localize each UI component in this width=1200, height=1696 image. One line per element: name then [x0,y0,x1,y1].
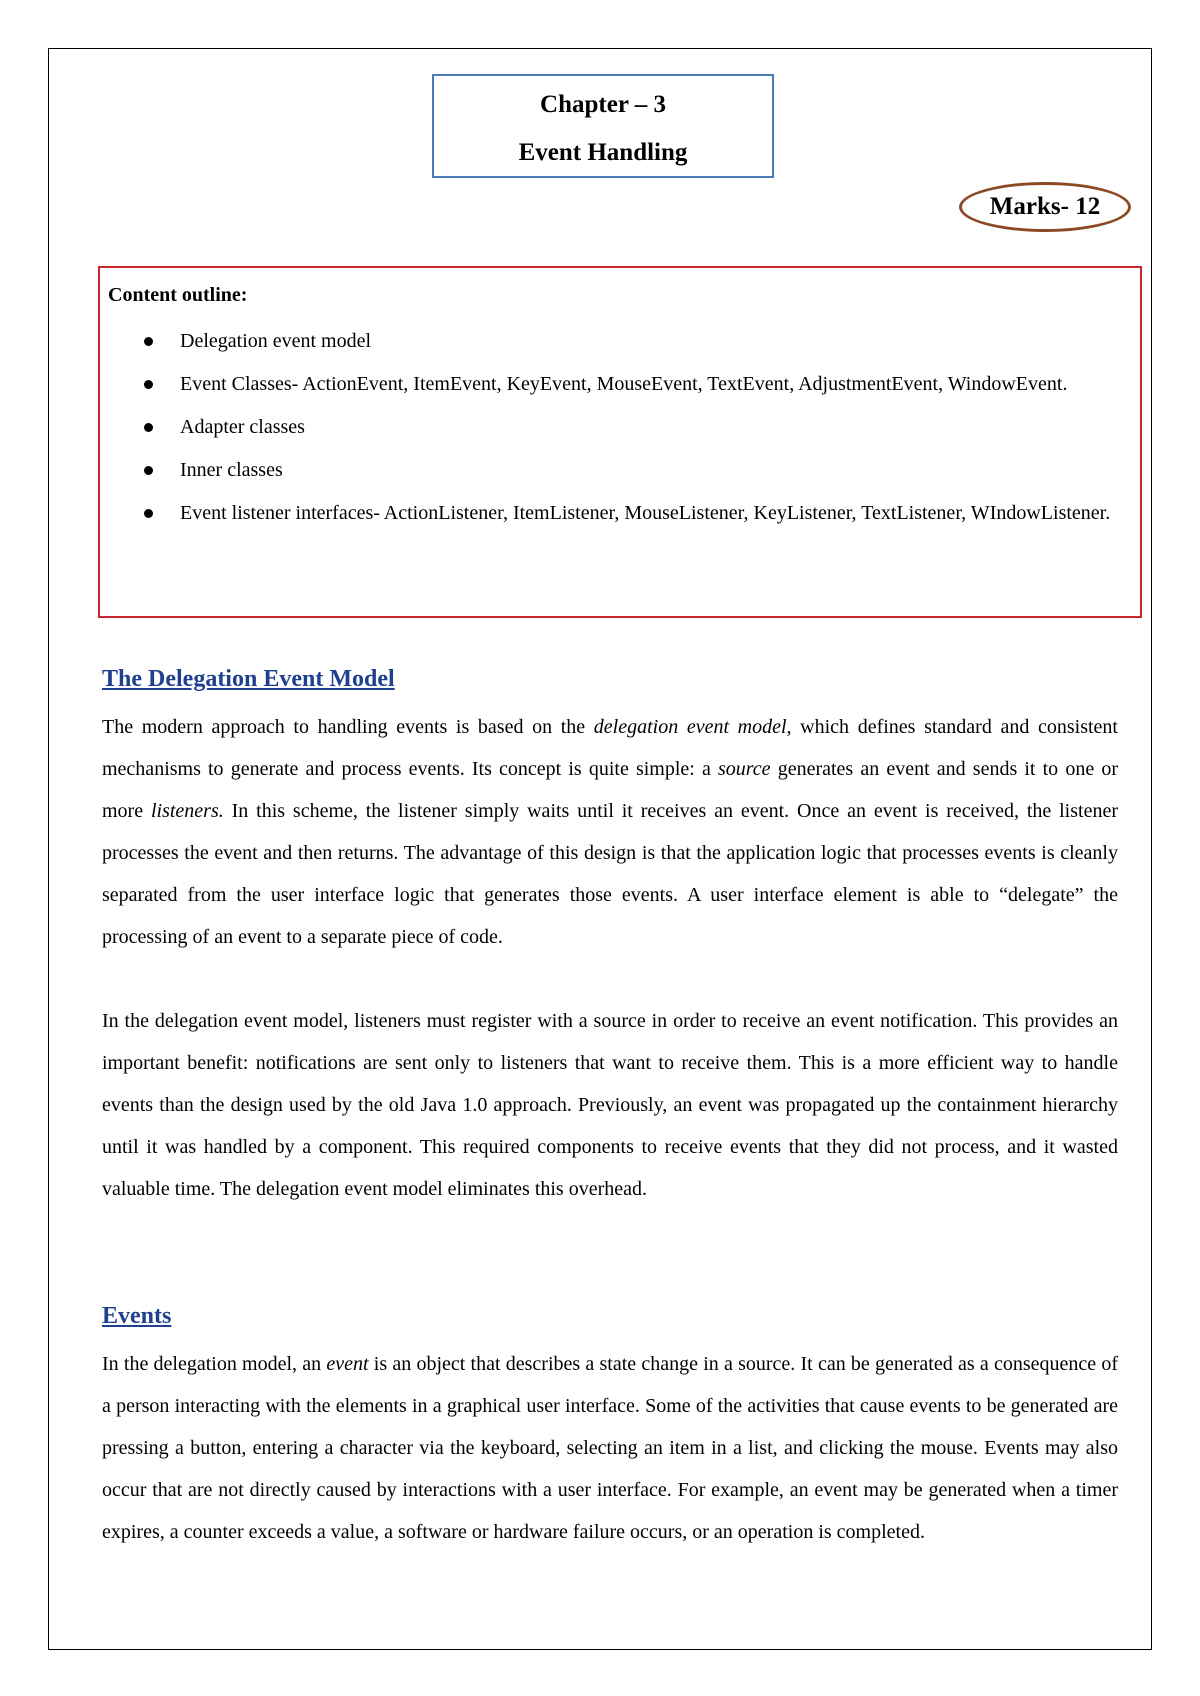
section-heading-delegation-event-model: The Delegation Event Model [102,666,395,692]
paragraph-delegation-registration: In the delegation event model, listeners must register with a source in order to receive an event notification. This provides an important benefit: notifications are sent only to listeners that want to receive them. This is a more efficient way to handle events than the design used by the old Java 1.0 approach. Previously, an event was propagated up the containment hierarchy until it was handled by a component. This required components to receive events that they did not process, and it wasted valuable time. The delegation event model eliminates this overhead. [102,1010,1118,1200]
text-run: The modern approach to handling events is based on the [102,716,594,738]
outline-item-text: Event listener interfaces- ActionListener, ItemListener, MouseListener, KeyListener, TextListener, WIndowListener. [180,502,1111,524]
outline-item [100,492,1114,535]
chapter-number: Chapter – 3 [540,91,666,118]
outline-item [100,320,1114,363]
content-outline-box [98,266,1142,618]
text-run: In this scheme, the listener simply waits until it receives an event. Once an event is received, the listener processes the event and then returns. The advantage of this design is that the application logic that processes events is cleanly separated from the user interface logic that generates those events. A user interface element is able to “delegate” the processing of an event to a separate piece of code. [102,800,1118,948]
marks-badge: Marks- 12 [959,182,1131,232]
outline-item-text: Event Classes- ActionEvent, ItemEvent, KeyEvent, MouseEvent, TextEvent, AdjustmentEvent, WindowEvent. [180,373,1068,395]
text-run: is an object that describes a state change in a source. It can be generated as a consequence of a person interacting with the elements in a graphical user interface. Some of the activities that cause events to be generated are pressing a button, entering a character via the keyboard, selecting an item in a list, and clicking the mouse. Events may also occur that are not directly caused by interactions with a user interface. For example, an event may be generated when a timer expires, a counter exceeds a value, a software or hardware failure occurs, or an operation is completed. [102,1353,1118,1543]
outline-item-text: Inner classes [180,459,283,481]
chapter-title: Event Handling [518,139,688,166]
section-heading-events: Events [102,1303,172,1329]
bullet-icon [144,380,153,389]
emphasis-text: event [326,1353,369,1375]
chapter-title-box [432,74,774,178]
paragraph-delegation-intro [102,706,1118,958]
outline-item-text: Adapter classes [180,416,305,438]
outline-title: Content outline: [108,284,248,306]
emphasis-text: source [717,758,771,780]
outline-item [100,449,1114,492]
outline-item [100,363,1114,406]
emphasis-text: delegation event model, [593,716,792,738]
outline-item-text: Delegation event model [180,330,372,352]
bullet-icon [144,337,153,346]
outline-item [100,406,1114,449]
text-run: In the delegation model, an [102,1353,327,1375]
outline-list [100,320,1114,535]
emphasis-text: listeners. [150,800,224,822]
text-run: generates an event and sends it to one or more [102,758,1118,822]
bullet-icon [144,423,153,432]
paragraph-events [102,1343,1118,1553]
bullet-icon [144,509,153,518]
text-run: which defines standard and consistent mechanisms to generate and process events. Its concept is quite simple: a [102,716,1118,780]
bullet-icon [144,466,153,475]
